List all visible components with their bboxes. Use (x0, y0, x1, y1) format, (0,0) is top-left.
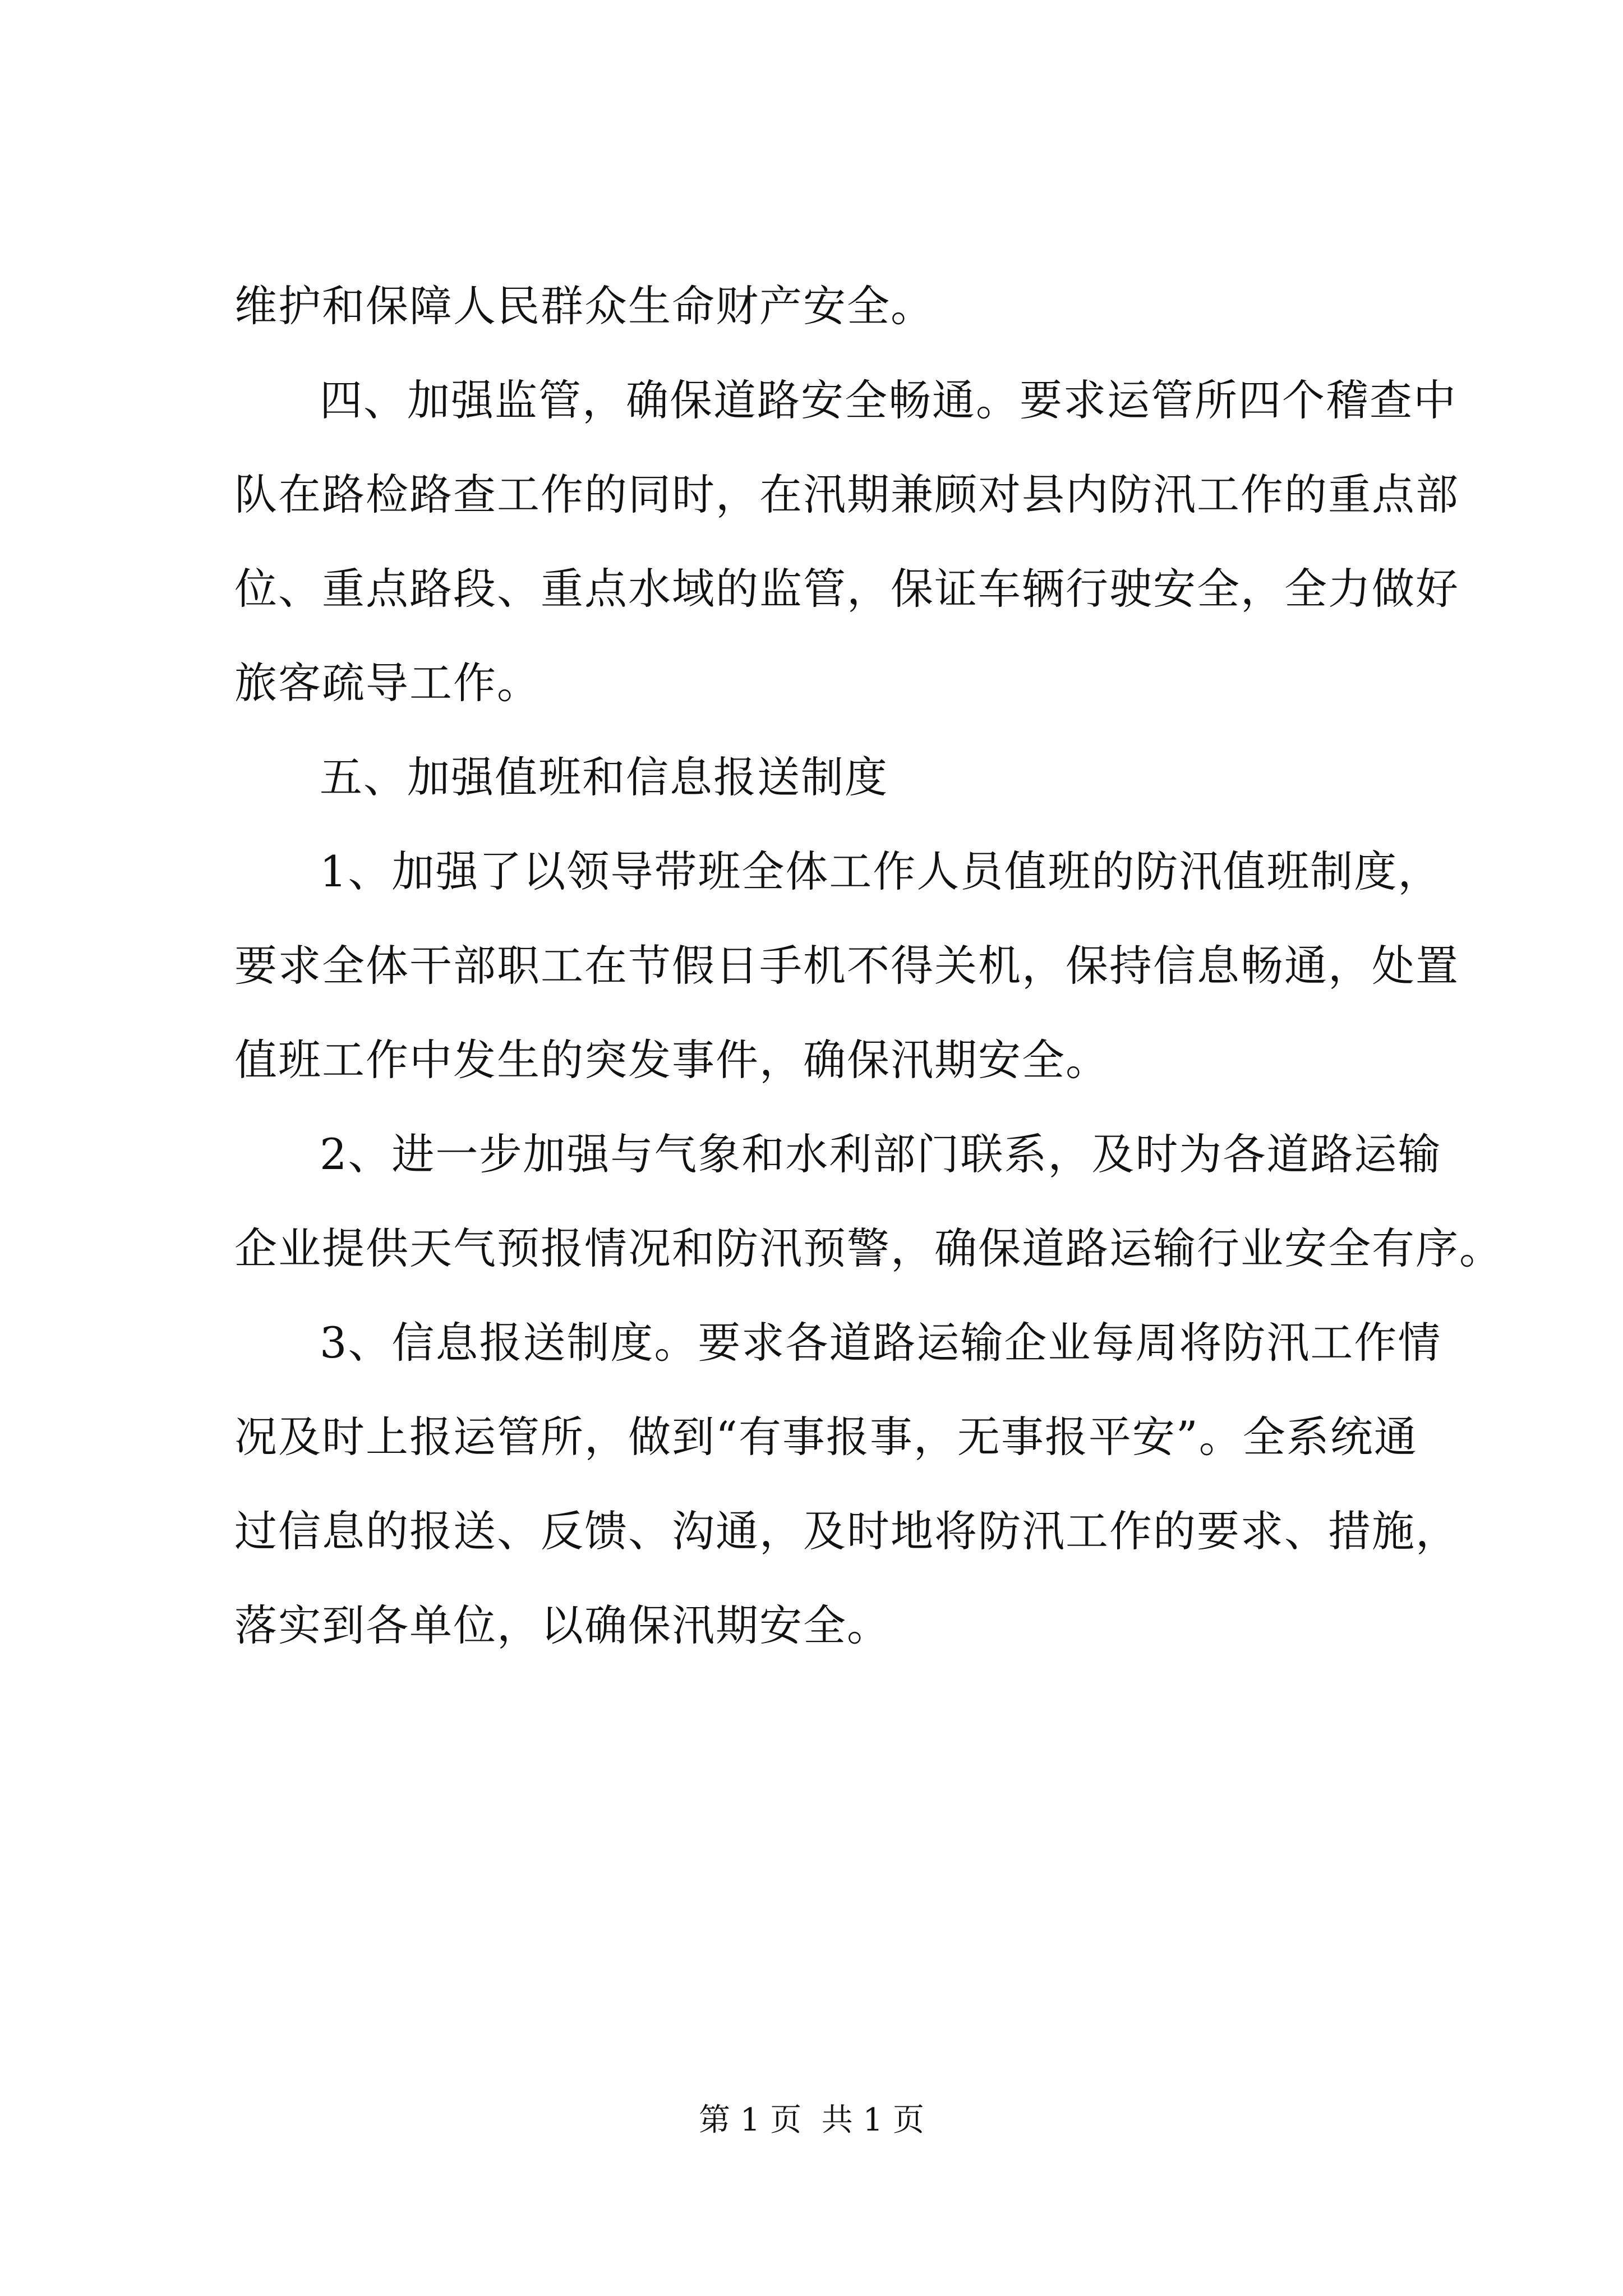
text-line: 要求全体干部职工在节假日手机不得关机，保持信息畅通，处置 (234, 941, 1459, 991)
text-line: 队在路检路查工作的同时，在汛期兼顾对县内防汛工作的重点部 (234, 470, 1459, 519)
text-line: 维护和保障人民群众生命财产安全。 (234, 281, 934, 331)
text-line: 四、加强监管，确保道路安全畅通。要求运管所四个稽查中 (320, 375, 1457, 425)
text-line: 况及时上报运管所，做到“有事报事，无事报平安”。全系统通 (234, 1412, 1418, 1462)
text-line: 过信息的报送、反馈、沟通，及时地将防汛工作的要求、措施， (234, 1506, 1459, 1556)
text-line: 3、信息报送制度。要求各道路运输企业每周将防汛工作情 (320, 1318, 1442, 1368)
text-line: 位、重点路段、重点水域的监管，保证车辆行驶安全，全力做好 (234, 564, 1459, 614)
text-line: 值班工作中发生的突发事件，确保汛期安全。 (234, 1035, 1109, 1085)
text-line: 2、进一步加强与气象和水利部门联系，及时为各道路运输 (320, 1129, 1442, 1179)
text-line: 企业提供天气预报情况和防汛预警，确保道路运输行业安全有序。 (234, 1223, 1503, 1273)
text-line: 落实到各单位，以确保汛期安全。 (234, 1600, 891, 1650)
document-body (234, 259, 1503, 1673)
text-line: 旅客疏导工作。 (234, 658, 541, 708)
page-number-footer: 第 1 页 共 1 页 (698, 2102, 925, 2138)
section-heading: 五、加强值班和信息报送制度 (320, 752, 888, 802)
text-line: 1、加强了以领导带班全体工作人员值班的防汛值班制度， (320, 846, 1442, 896)
